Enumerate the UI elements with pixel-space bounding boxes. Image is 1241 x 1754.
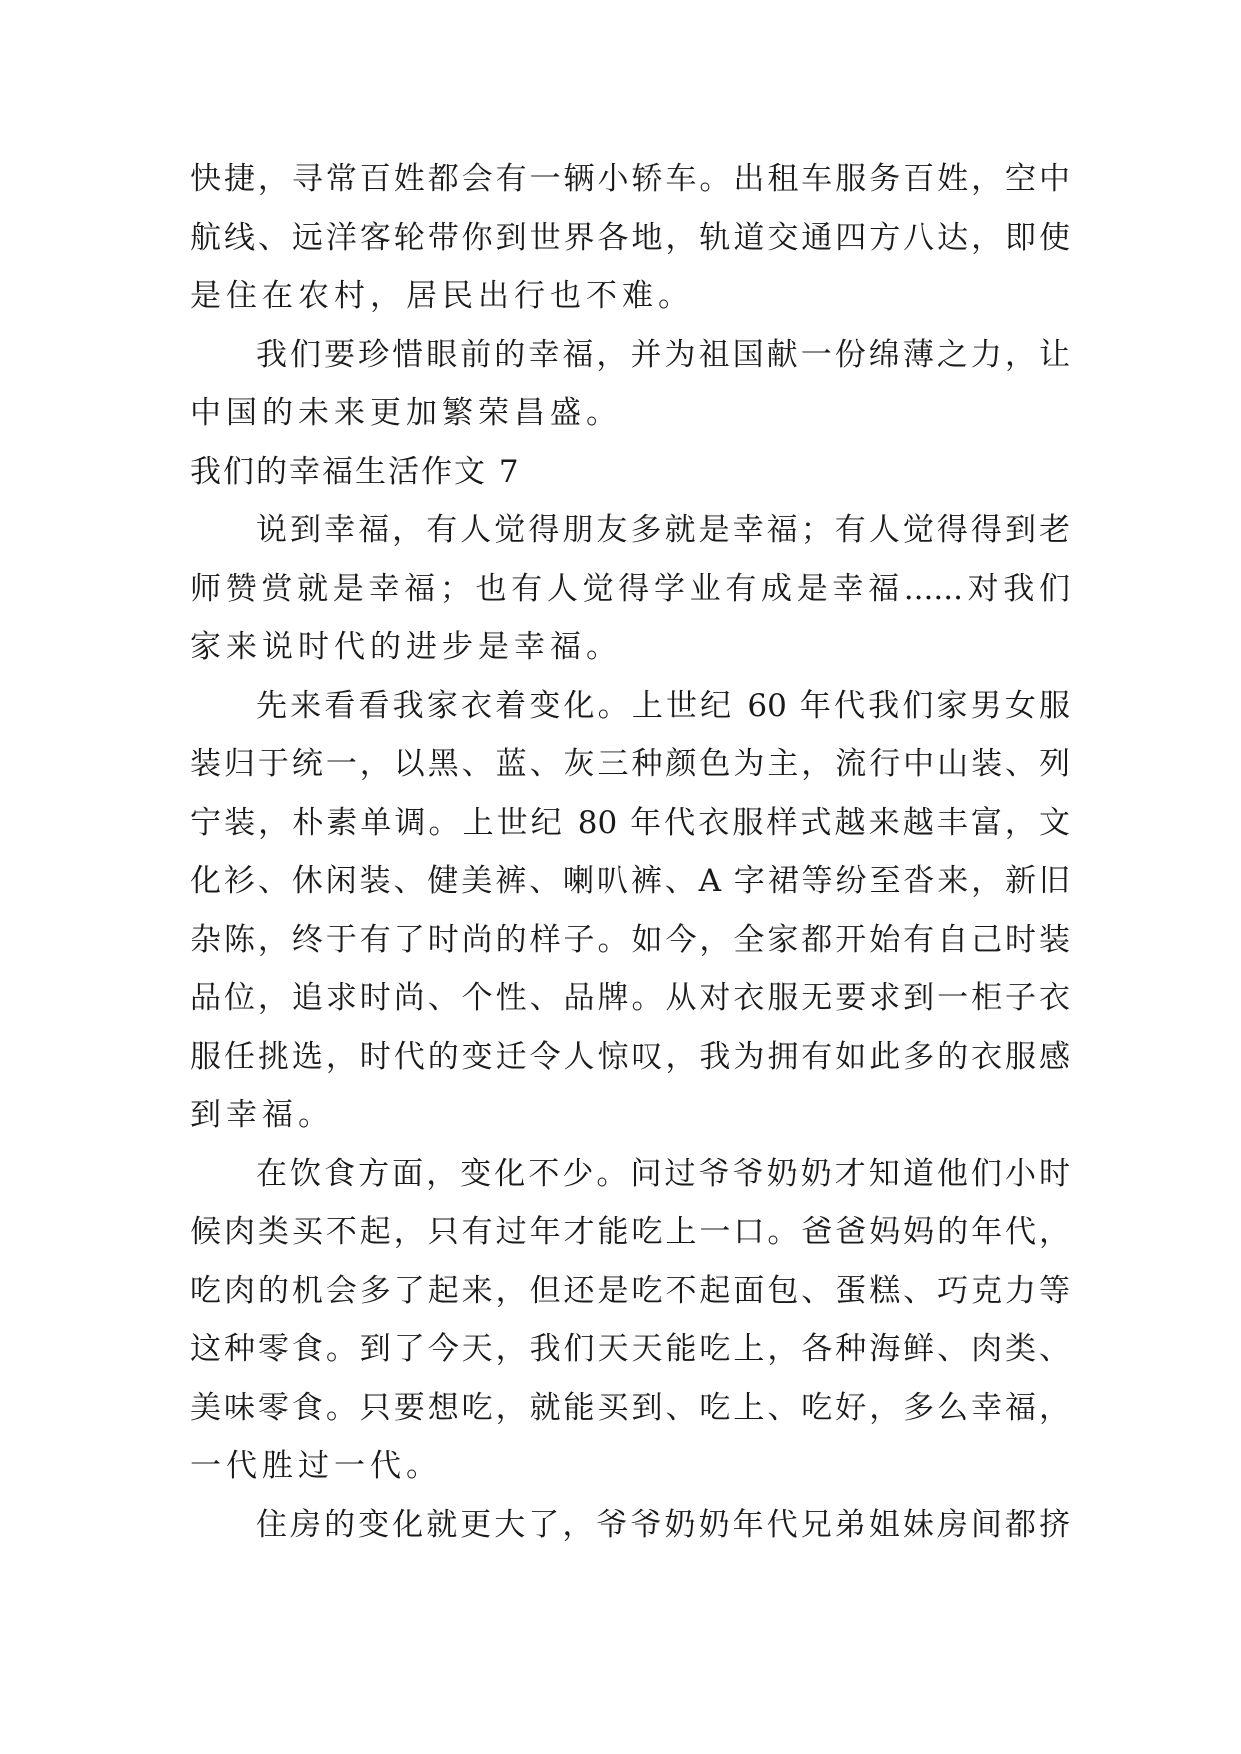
text-line: 化衫、休闲装、健美裤、喇叭裤、A 字裙等纷至沓来，新旧 (190, 863, 1070, 899)
paragraph-start-line: 住房的变化就更大了，爷爷奶奶年代兄弟姐妹房间都挤 (256, 1506, 1070, 1543)
text-line: 是住在农村，居民出行也不难。 (190, 278, 694, 314)
text-line: 装归于统一，以黑、蓝、灰三种颜色为主，流行中山装、列 (190, 746, 1070, 782)
text-line: 师赞赏就是幸福；也有人觉得学业有成是幸福......对我们 (190, 570, 1070, 607)
text-line: 品位，追求时尚、个性、品牌。从对衣服无要求到一柜子衣 (190, 980, 1070, 1016)
text-line: 服任挑选，时代的变迁令人惊叹，我为拥有如此多的衣服感 (190, 1038, 1070, 1075)
text-line: 一代胜过一代。 (190, 1448, 442, 1484)
text-line: 这种零食。到了今天，我们天天能吃上，各种海鲜、肉类、 (190, 1331, 1070, 1367)
text-line: 候肉类买不起，只有过年才能吃上一口。爸爸妈妈的年代， (190, 1214, 1070, 1250)
document-body (190, 150, 1070, 1554)
text-line: 杂陈，终于有了时尚的样子。如今，全家都开始有自己时装 (190, 921, 1070, 958)
paragraph-start-line: 先来看看我家衣着变化。上世纪 60 年代我们家男女服 (256, 687, 1070, 724)
text-line: 家来说时代的进步是幸福。 (190, 629, 622, 665)
section-heading: 我们的幸福生活作文 7 (190, 453, 521, 490)
paragraph-start-line: 我们要珍惜眼前的幸福，并为祖国献一份绵薄之力，让 (256, 336, 1070, 373)
text-line: 中国的未来更加繁荣昌盛。 (190, 395, 622, 431)
text-line: 美味零食。只要想吃，就能买到、吃上、吃好，多么幸福， (190, 1389, 1070, 1426)
text-line: 快捷，寻常百姓都会有一辆小轿车。出租车服务百姓，空中 (190, 161, 1070, 197)
text-line: 到幸福。 (190, 1097, 334, 1133)
text-line: 宁装，朴素单调。上世纪 80 年代衣服样式越来越丰富，文 (190, 804, 1070, 841)
text-line: 吃肉的机会多了起来，但还是吃不起面包、蛋糕、巧克力等 (190, 1272, 1070, 1309)
paragraph-start-line: 说到幸福，有人觉得朋友多就是幸福；有人觉得得到老 (256, 512, 1070, 548)
text-line: 航线、远洋客轮带你到世界各地，轨道交通四方八达，即使 (190, 219, 1070, 256)
paragraph-start-line: 在饮食方面，变化不少。问过爷爷奶奶才知道他们小时 (256, 1155, 1070, 1192)
